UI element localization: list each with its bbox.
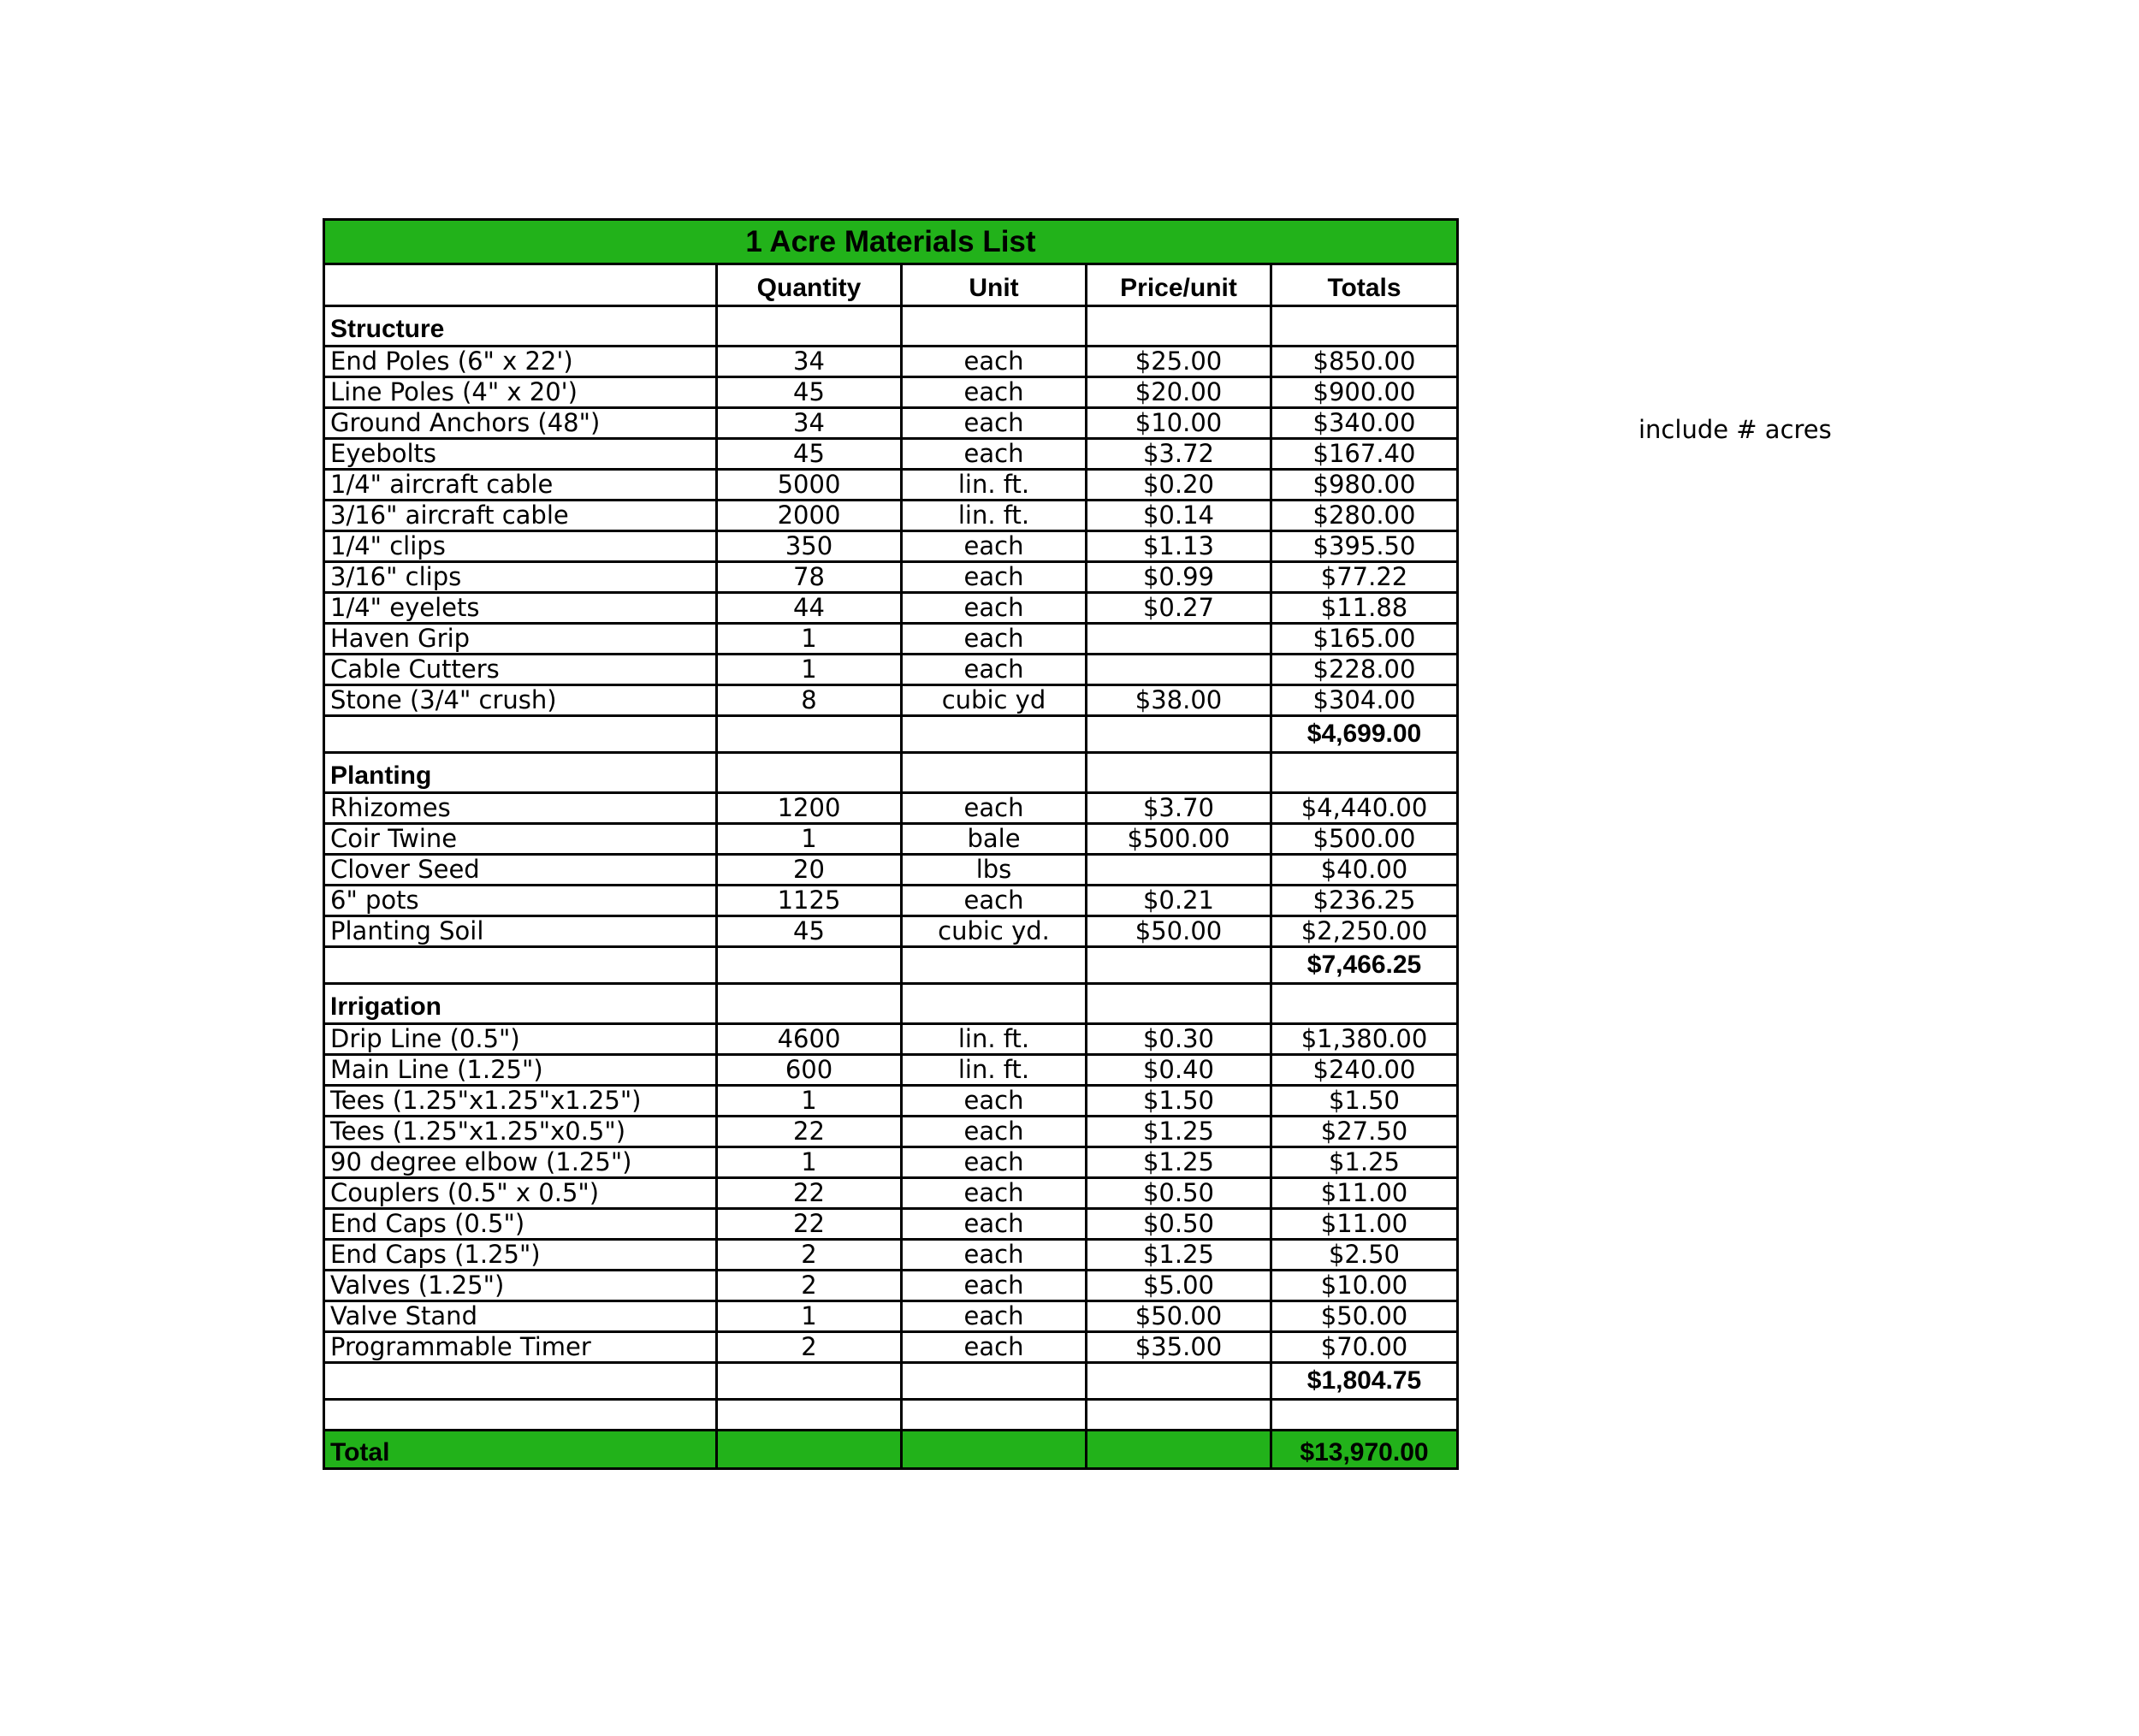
section-title[interactable]: Planting [324, 753, 717, 793]
item-name-cell[interactable]: End Poles (6" x 22') [324, 347, 717, 377]
table-row [324, 1209, 1458, 1240]
unit-cell[interactable]: each [902, 439, 1087, 470]
price-cell[interactable]: $1.25 [1087, 1147, 1271, 1178]
quantity-cell[interactable]: 2 [717, 1271, 902, 1301]
quantity-cell[interactable]: 44 [717, 593, 902, 624]
empty-cell[interactable] [1087, 1431, 1271, 1469]
empty-cell[interactable] [1087, 1363, 1271, 1400]
price-cell[interactable]: $25.00 [1087, 347, 1271, 377]
unit-cell[interactable]: each [902, 793, 1087, 824]
table-row [324, 377, 1458, 408]
item-name-cell[interactable]: Haven Grip [324, 624, 717, 655]
table-row [324, 1332, 1458, 1363]
price-cell[interactable]: $50.00 [1087, 1301, 1271, 1332]
unit-cell[interactable]: each [902, 593, 1087, 624]
price-cell[interactable]: $50.00 [1087, 916, 1271, 947]
table-row [324, 1024, 1458, 1055]
price-cell[interactable]: $1.50 [1087, 1086, 1271, 1117]
unit-cell[interactable]: each [902, 1147, 1087, 1178]
total-cell[interactable]: $1.50 [1271, 1086, 1458, 1117]
table-row [324, 793, 1458, 824]
quantity-cell[interactable]: 22 [717, 1178, 902, 1209]
total-cell[interactable]: $280.00 [1271, 501, 1458, 531]
table-row [324, 1301, 1458, 1332]
unit-cell[interactable]: each [902, 1240, 1087, 1271]
price-cell[interactable]: $20.00 [1087, 377, 1271, 408]
price-cell[interactable]: $1.13 [1087, 531, 1271, 562]
empty-cell[interactable] [1271, 306, 1458, 347]
quantity-cell[interactable]: 1 [717, 1301, 902, 1332]
total-cell[interactable]: $4,440.00 [1271, 793, 1458, 824]
total-cell[interactable]: $1.25 [1271, 1147, 1458, 1178]
price-cell[interactable]: $10.00 [1087, 408, 1271, 439]
item-name-cell[interactable]: 90 degree elbow (1.25") [324, 1147, 717, 1178]
unit-cell[interactable]: each [902, 377, 1087, 408]
subtotal-row [324, 947, 1458, 984]
price-cell[interactable]: $500.00 [1087, 824, 1271, 855]
quantity-cell[interactable]: 350 [717, 531, 902, 562]
total-cell[interactable]: $340.00 [1271, 408, 1458, 439]
table-row [324, 886, 1458, 916]
quantity-cell[interactable]: 2000 [717, 501, 902, 531]
item-name-cell[interactable]: Planting Soil [324, 916, 717, 947]
table-row [324, 562, 1458, 593]
unit-cell[interactable]: each [902, 1271, 1087, 1301]
price-cell[interactable] [1087, 655, 1271, 685]
item-name-cell[interactable]: Clover Seed [324, 855, 717, 886]
unit-cell[interactable]: each [902, 624, 1087, 655]
subtotal-cell[interactable]: $4,699.00 [1271, 716, 1458, 753]
price-cell[interactable]: $5.00 [1087, 1271, 1271, 1301]
price-cell[interactable]: $35.00 [1087, 1332, 1271, 1363]
item-name-cell[interactable]: 1/4" eyelets [324, 593, 717, 624]
quantity-cell[interactable]: 2 [717, 1332, 902, 1363]
empty-cell[interactable] [717, 306, 902, 347]
price-cell[interactable]: $0.40 [1087, 1055, 1271, 1086]
total-cell[interactable]: $27.50 [1271, 1117, 1458, 1147]
table-row [324, 1055, 1458, 1086]
quantity-cell[interactable]: 20 [717, 855, 902, 886]
item-name-cell[interactable]: Programmable Timer [324, 1332, 717, 1363]
table-row [324, 470, 1458, 501]
quantity-cell[interactable]: 1 [717, 624, 902, 655]
empty-cell[interactable] [324, 947, 717, 984]
total-cell[interactable]: $395.50 [1271, 531, 1458, 562]
table-row [324, 1086, 1458, 1117]
item-name-cell[interactable]: 1/4" clips [324, 531, 717, 562]
total-cell[interactable]: $236.25 [1271, 886, 1458, 916]
empty-cell[interactable] [902, 1431, 1087, 1469]
unit-cell[interactable]: each [902, 886, 1087, 916]
table-row [324, 685, 1458, 716]
total-cell[interactable]: $900.00 [1271, 377, 1458, 408]
price-cell[interactable]: $0.14 [1087, 501, 1271, 531]
item-name-cell[interactable]: Cable Cutters [324, 655, 717, 685]
table-row [324, 655, 1458, 685]
price-cell[interactable]: $1.25 [1087, 1117, 1271, 1147]
table-title[interactable]: 1 Acre Materials List [324, 220, 1458, 264]
title-row [324, 220, 1458, 264]
total-cell[interactable]: $500.00 [1271, 824, 1458, 855]
quantity-cell[interactable]: 78 [717, 562, 902, 593]
table-row [324, 531, 1458, 562]
quantity-cell[interactable]: 4600 [717, 1024, 902, 1055]
unit-cell[interactable]: lin. ft. [902, 1024, 1087, 1055]
total-cell[interactable]: $70.00 [1271, 1332, 1458, 1363]
section-header-row [324, 306, 1458, 347]
empty-cell[interactable] [717, 753, 902, 793]
subtotal-cell[interactable]: $7,466.25 [1271, 947, 1458, 984]
subtotal-row [324, 716, 1458, 753]
price-cell[interactable] [1087, 855, 1271, 886]
unit-cell[interactable]: cubic yd. [902, 916, 1087, 947]
quantity-cell[interactable]: 34 [717, 347, 902, 377]
total-cell[interactable]: $11.88 [1271, 593, 1458, 624]
empty-cell[interactable] [902, 716, 1087, 753]
quantity-cell[interactable]: 22 [717, 1209, 902, 1240]
empty-cell[interactable] [902, 947, 1087, 984]
empty-cell[interactable] [1087, 753, 1271, 793]
price-cell[interactable]: $0.27 [1087, 593, 1271, 624]
item-name-cell[interactable]: Ground Anchors (48") [324, 408, 717, 439]
unit-cell[interactable]: each [902, 1301, 1087, 1332]
unit-cell[interactable]: each [902, 655, 1087, 685]
section-title[interactable]: Irrigation [324, 984, 717, 1024]
empty-cell[interactable] [717, 1431, 902, 1469]
price-cell[interactable]: $3.70 [1087, 793, 1271, 824]
unit-cell[interactable]: bale [902, 824, 1087, 855]
price-cell[interactable]: $3.72 [1087, 439, 1271, 470]
item-name-cell[interactable]: Valve Stand [324, 1301, 717, 1332]
table-row [324, 1117, 1458, 1147]
total-cell[interactable]: $2.50 [1271, 1240, 1458, 1271]
empty-cell[interactable] [1271, 753, 1458, 793]
empty-cell[interactable] [1087, 306, 1271, 347]
item-name-cell[interactable]: Rhizomes [324, 793, 717, 824]
item-name-cell[interactable]: End Caps (0.5") [324, 1209, 717, 1240]
item-name-cell[interactable]: 3/16" clips [324, 562, 717, 593]
quantity-cell[interactable]: 8 [717, 685, 902, 716]
item-name-cell[interactable]: Main Line (1.25") [324, 1055, 717, 1086]
unit-cell[interactable]: each [902, 1178, 1087, 1209]
unit-cell[interactable]: cubic yd [902, 685, 1087, 716]
total-cell[interactable]: $167.40 [1271, 439, 1458, 470]
total-cell[interactable]: $50.00 [1271, 1301, 1458, 1332]
unit-cell[interactable]: each [902, 1117, 1087, 1147]
empty-cell[interactable] [717, 716, 902, 753]
empty-cell[interactable] [717, 947, 902, 984]
unit-cell[interactable]: each [902, 347, 1087, 377]
table-row [324, 624, 1458, 655]
empty-cell[interactable] [1087, 1400, 1271, 1431]
price-cell[interactable] [1087, 624, 1271, 655]
quantity-cell[interactable]: 1 [717, 824, 902, 855]
unit-cell[interactable]: lin. ft. [902, 470, 1087, 501]
column-header-unit[interactable]: Unit [902, 264, 1087, 306]
price-cell[interactable]: $0.50 [1087, 1209, 1271, 1240]
empty-cell[interactable] [1087, 716, 1271, 753]
total-cell[interactable]: $1,380.00 [1271, 1024, 1458, 1055]
unit-cell[interactable]: each [902, 1086, 1087, 1117]
column-header-totals[interactable]: Totals [1271, 264, 1458, 306]
column-header-quantity[interactable]: Quantity [717, 264, 902, 306]
materials-table [323, 218, 1459, 1470]
item-name-cell[interactable]: Couplers (0.5" x 0.5") [324, 1178, 717, 1209]
empty-cell[interactable] [1271, 1400, 1458, 1431]
item-name-cell[interactable]: Drip Line (0.5") [324, 1024, 717, 1055]
column-header-price[interactable]: Price/unit [1087, 264, 1271, 306]
empty-cell[interactable] [902, 984, 1087, 1024]
quantity-cell[interactable]: 45 [717, 916, 902, 947]
quantity-cell[interactable]: 5000 [717, 470, 902, 501]
table-row [324, 593, 1458, 624]
quantity-cell[interactable]: 45 [717, 377, 902, 408]
unit-cell[interactable]: lin. ft. [902, 1055, 1087, 1086]
empty-cell[interactable] [324, 1363, 717, 1400]
materials-sheet [323, 218, 1456, 1470]
unit-cell[interactable]: each [902, 531, 1087, 562]
empty-cell[interactable] [717, 984, 902, 1024]
table-row [324, 347, 1458, 377]
quantity-cell[interactable]: 1 [717, 1147, 902, 1178]
total-cell[interactable]: $165.00 [1271, 624, 1458, 655]
price-cell[interactable]: $1.25 [1087, 1240, 1271, 1271]
empty-cell[interactable] [717, 1400, 902, 1431]
grand-total-label[interactable]: Total [324, 1431, 717, 1469]
empty-cell[interactable] [1087, 984, 1271, 1024]
item-name-cell[interactable]: End Caps (1.25") [324, 1240, 717, 1271]
unit-cell[interactable]: each [902, 1332, 1087, 1363]
empty-cell[interactable] [902, 1400, 1087, 1431]
quantity-cell[interactable]: 600 [717, 1055, 902, 1086]
empty-cell[interactable] [902, 306, 1087, 347]
quantity-cell[interactable]: 34 [717, 408, 902, 439]
price-cell[interactable]: $38.00 [1087, 685, 1271, 716]
item-name-cell[interactable]: Tees (1.25"x1.25"x0.5") [324, 1117, 717, 1147]
item-name-cell[interactable]: Line Poles (4" x 20') [324, 377, 717, 408]
table-row [324, 408, 1458, 439]
unit-cell[interactable]: each [902, 562, 1087, 593]
empty-cell[interactable] [902, 753, 1087, 793]
total-cell[interactable]: $11.00 [1271, 1178, 1458, 1209]
note-cell[interactable]: include # acres [1638, 415, 1832, 444]
table-row [324, 916, 1458, 947]
total-cell[interactable]: $10.00 [1271, 1271, 1458, 1301]
table-row [324, 501, 1458, 531]
quantity-cell[interactable]: 1200 [717, 793, 902, 824]
total-cell[interactable]: $77.22 [1271, 562, 1458, 593]
table-row [324, 1147, 1458, 1178]
total-cell[interactable]: $980.00 [1271, 470, 1458, 501]
unit-cell[interactable]: each [902, 1209, 1087, 1240]
item-name-cell[interactable]: 3/16" aircraft cable [324, 501, 717, 531]
item-name-cell[interactable]: Eyebolts [324, 439, 717, 470]
price-cell[interactable]: $0.21 [1087, 886, 1271, 916]
grand-total-row [324, 1431, 1458, 1469]
unit-cell[interactable]: lin. ft. [902, 501, 1087, 531]
quantity-cell[interactable]: 1 [717, 655, 902, 685]
empty-cell[interactable] [717, 1363, 902, 1400]
quantity-cell[interactable]: 22 [717, 1117, 902, 1147]
empty-cell[interactable] [1087, 947, 1271, 984]
grand-total-value[interactable]: $13,970.00 [1271, 1431, 1458, 1469]
total-cell[interactable]: $40.00 [1271, 855, 1458, 886]
price-cell[interactable]: $0.99 [1087, 562, 1271, 593]
item-name-cell[interactable]: 1/4" aircraft cable [324, 470, 717, 501]
unit-cell[interactable]: each [902, 408, 1087, 439]
empty-cell[interactable] [1271, 984, 1458, 1024]
price-cell[interactable]: $0.50 [1087, 1178, 1271, 1209]
empty-cell[interactable] [324, 716, 717, 753]
empty-cell[interactable] [902, 1363, 1087, 1400]
total-cell[interactable]: $850.00 [1271, 347, 1458, 377]
table-row [324, 1271, 1458, 1301]
item-name-cell[interactable]: Stone (3/4" crush) [324, 685, 717, 716]
table-row [324, 824, 1458, 855]
total-cell[interactable]: $228.00 [1271, 655, 1458, 685]
empty-cell[interactable] [324, 1400, 717, 1431]
table-row [324, 1240, 1458, 1271]
quantity-cell[interactable]: 45 [717, 439, 902, 470]
table-row [324, 1178, 1458, 1209]
section-title[interactable]: Structure [324, 306, 717, 347]
blank-row [324, 1400, 1458, 1431]
column-header-row [324, 264, 1458, 306]
section-header-row [324, 984, 1458, 1024]
section-header-row [324, 753, 1458, 793]
item-name-cell[interactable]: Tees (1.25"x1.25"x1.25") [324, 1086, 717, 1117]
total-cell[interactable]: $304.00 [1271, 685, 1458, 716]
price-cell[interactable]: $0.20 [1087, 470, 1271, 501]
item-name-cell[interactable]: Coir Twine [324, 824, 717, 855]
subtotal-row [324, 1363, 1458, 1400]
total-cell[interactable]: $11.00 [1271, 1209, 1458, 1240]
subtotal-cell[interactable]: $1,804.75 [1271, 1363, 1458, 1400]
quantity-cell[interactable]: 1 [717, 1086, 902, 1117]
total-cell[interactable]: $240.00 [1271, 1055, 1458, 1086]
price-cell[interactable]: $0.30 [1087, 1024, 1271, 1055]
unit-cell[interactable]: lbs [902, 855, 1087, 886]
column-header-item[interactable] [324, 264, 717, 306]
quantity-cell[interactable]: 1125 [717, 886, 902, 916]
table-row [324, 439, 1458, 470]
quantity-cell[interactable]: 2 [717, 1240, 902, 1271]
item-name-cell[interactable]: 6" pots [324, 886, 717, 916]
item-name-cell[interactable]: Valves (1.25") [324, 1271, 717, 1301]
table-row [324, 855, 1458, 886]
total-cell[interactable]: $2,250.00 [1271, 916, 1458, 947]
